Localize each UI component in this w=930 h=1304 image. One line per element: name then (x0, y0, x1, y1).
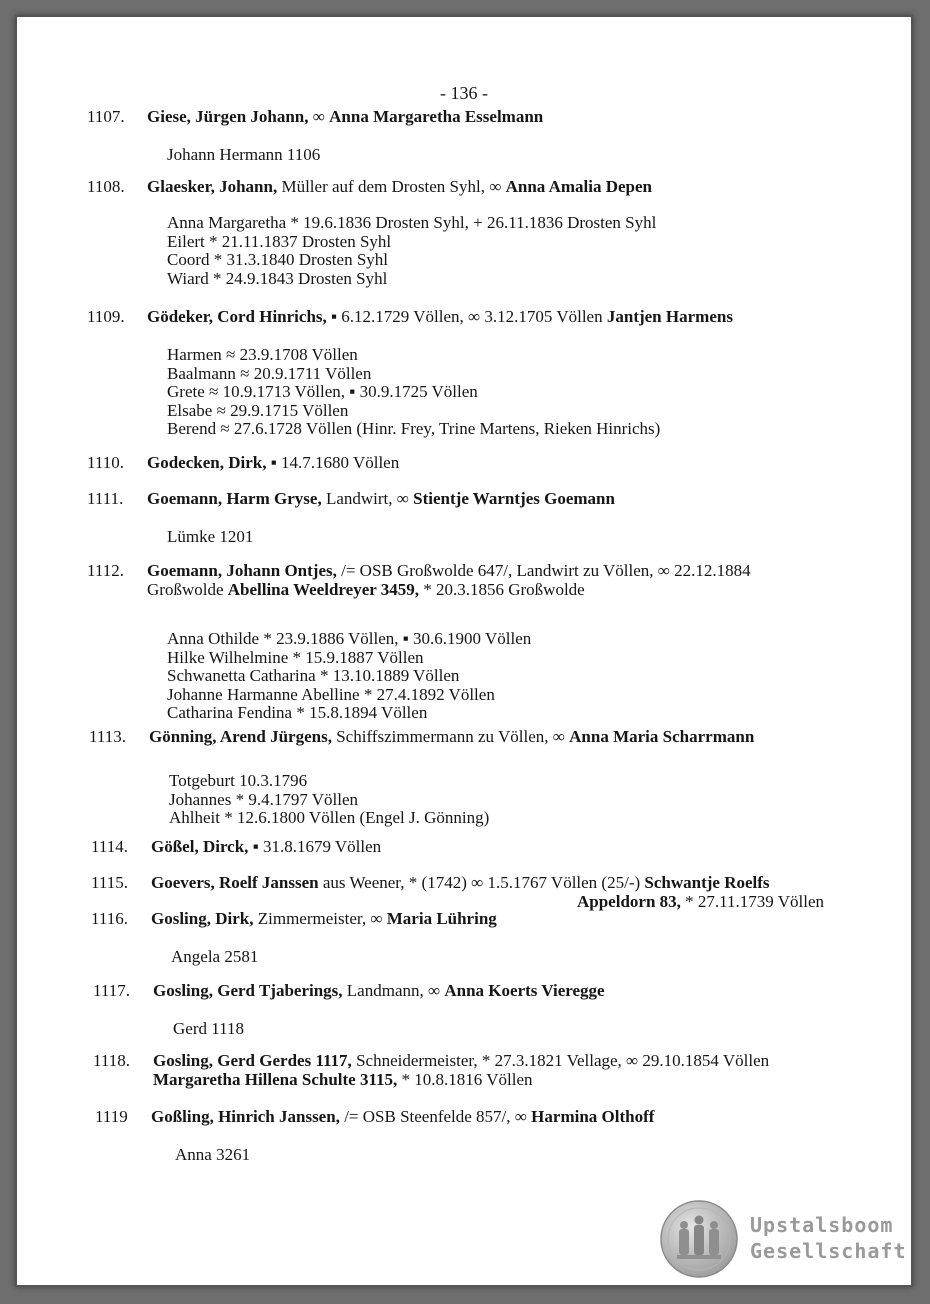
child-line: Lümke 1201 (167, 527, 254, 546)
child-line: Schwanetta Catharina * 13.10.1889 Völlen (167, 666, 460, 685)
entry-number: 1112. (87, 561, 124, 580)
person-name: Giese, Jürgen Johann, (147, 107, 309, 126)
spouse-surname: Appeldorn 83, (577, 892, 681, 911)
child-line: Wiard * 24.9.1843 Drosten Syhl (167, 268, 388, 288)
person-name: Gößel, Dirck, (151, 837, 249, 856)
child-line: Hilke Wilhelmine * 15.9.1887 Völlen (167, 647, 424, 667)
entry-head (147, 307, 733, 326)
children-list (171, 947, 258, 966)
entry-description: ▪ 6.12.1729 Völlen, ∞ 3.12.1705 Völlen (331, 307, 603, 326)
spouse-name: Schwantje Roelfs (644, 873, 770, 892)
spouse-name: Harmina Olthoff (531, 1107, 655, 1126)
marriage-symbol: ∞ (396, 489, 409, 508)
children-list (167, 527, 253, 546)
entry-number: 1109. (87, 307, 125, 326)
continuation-text: * 27.11.1739 Völlen (685, 892, 825, 911)
entry-description: /= OSB Großwolde 647/, Landwirt zu Völlen, ∞ 22.12.1884 (341, 561, 751, 580)
spouse-name: Jantjen Harmens (606, 307, 733, 326)
entry-description: ▪ 31.8.1679 Völlen (252, 837, 382, 856)
child-line: Ahlheit * 12.6.1800 Völlen (Engel J. Gönning) (169, 808, 490, 827)
person-name: Godecken, Dirk, (147, 453, 267, 472)
child-line: Harmen ≈ 23.9.1708 Völlen (167, 345, 358, 364)
spouse-name: Maria Lühring (386, 909, 497, 928)
entry-number: 1118. (93, 1051, 130, 1070)
person-name: Gosling, Gerd Tjaberings, (153, 981, 343, 1000)
spouse-name: Abellina Weeldreyer 3459, (227, 580, 419, 599)
child-line: Johann Hermann 1106 (167, 145, 321, 164)
child-line: Anna Margaretha * 19.6.1836 Drosten Syhl, + 26.11.1836 Drosten Syhl (167, 213, 657, 232)
person-name: Gödeker, Cord Hinrichs, (147, 307, 327, 326)
marriage-symbol: ∞ (552, 727, 565, 746)
spouse-name: Margaretha Hillena Schulte 3115, (153, 1070, 398, 1089)
continuation-place: Großwolde (147, 580, 224, 599)
entry-number: 1114. (91, 837, 128, 856)
child-line: Gerd 1118 (173, 1019, 244, 1038)
entry-number: 1110. (87, 453, 124, 472)
child-line: Anna 3261 (175, 1145, 251, 1164)
entry-head (147, 489, 615, 508)
spouse-name: Anna Margaretha Esselmann (329, 107, 544, 126)
entry-head (147, 453, 399, 472)
person-name: Goemann, Johann Ontjes, (147, 561, 337, 580)
spouse-name: Anna Maria Scharrmann (569, 727, 755, 746)
marriage-symbol: ∞ (312, 107, 325, 126)
entry-head (151, 837, 381, 856)
entry-description: /= OSB Steenfelde 857/, (344, 1107, 511, 1126)
person-name: Gosling, Dirk, (151, 909, 254, 928)
continuation-text: * 10.8.1816 Völlen (401, 1070, 533, 1089)
entry-head (151, 909, 497, 928)
entry-description: Schneidermeister, * 27.3.1821 Vellage, ∞ 29.10.1854 Völlen (356, 1051, 770, 1070)
children-list (167, 345, 660, 438)
entry-number: 1111. (87, 489, 124, 508)
spouse-name: Anna Amalia Depen (505, 177, 653, 196)
child-line: Coord * 31.3.1840 Drosten Syhl (167, 250, 388, 269)
person-name: Goevers, Roelf Janssen (151, 873, 319, 892)
children-list (167, 145, 320, 164)
entry-description: Schiffszimmermann zu Völlen, (336, 727, 549, 746)
entry-number: 1116. (91, 909, 128, 928)
spouse-name: Anna Koerts Vieregge (444, 981, 605, 1000)
child-line: Baalmann ≈ 20.9.1711 Völlen (167, 363, 372, 383)
entry-head (151, 873, 770, 892)
page-number: - 136 - (440, 83, 488, 103)
entry-continuation (577, 892, 824, 911)
entry-continuation (153, 1070, 533, 1089)
child-line: Elsabe ≈ 29.9.1715 Völlen (167, 400, 349, 420)
entry-number: 1107. (87, 107, 125, 126)
child-line: Angela 2581 (171, 947, 259, 966)
entry-number: 1117. (93, 981, 130, 1000)
seal-icon (659, 1199, 739, 1279)
society-line-2: Gesellschaft (750, 1239, 907, 1263)
entry-head (153, 1051, 769, 1070)
children-list (169, 771, 489, 827)
children-list (175, 1145, 250, 1164)
document-page (15, 15, 913, 1287)
entry-head (153, 981, 605, 1000)
child-line: Eilert * 21.11.1837 Drosten Syhl (167, 231, 392, 251)
person-name: Gönning, Arend Jürgens, (149, 727, 332, 746)
society-name (750, 1212, 907, 1264)
entry-description: aus Weener, * (1742) ∞ 1.5.1767 Völlen (25/-) (322, 873, 641, 892)
entry-description: Landmann, (346, 981, 424, 1000)
entry-number: 1115. (91, 873, 128, 892)
entry-head (147, 107, 543, 126)
entry-description: Zimmermeister, (257, 909, 367, 928)
children-list (173, 1019, 244, 1038)
child-line: Anna Othilde * 23.9.1886 Völlen, ▪ 30.6.1900 Völlen (167, 629, 532, 648)
marriage-symbol: ∞ (489, 177, 502, 196)
entry-description: Müller auf dem Drosten Syhl, (281, 177, 485, 196)
person-name: Gosling, Gerd Gerdes 1117, (153, 1051, 352, 1070)
entry-description: Landwirt, (325, 489, 393, 508)
entry-description: ▪ 14.7.1680 Völlen (270, 453, 400, 472)
children-list (167, 213, 656, 287)
society-line-1: Upstalsboom (750, 1213, 894, 1237)
child-line: Johannes * 9.4.1797 Völlen (169, 789, 359, 809)
spouse-name: Stientje Warntjes Goemann (413, 489, 615, 508)
person-name: Goemann, Harm Gryse, (147, 489, 322, 508)
child-line: Johanne Harmanne Abelline * 27.4.1892 Völlen (167, 684, 495, 704)
marriage-symbol: ∞ (370, 909, 383, 928)
child-line: Totgeburt 10.3.1796 (169, 771, 308, 790)
children-list (167, 629, 531, 722)
entry-head (147, 561, 751, 580)
entry-number: 1119 (95, 1107, 128, 1126)
entry-head (151, 1107, 654, 1126)
marriage-symbol: ∞ (428, 981, 441, 1000)
child-line: Catharina Fendina * 15.8.1894 Völlen (167, 703, 428, 722)
marriage-symbol: ∞ (514, 1107, 527, 1126)
entry-number: 1113. (89, 727, 126, 746)
continuation-text: * 20.3.1856 Großwolde (423, 580, 585, 599)
child-line: Grete ≈ 10.9.1713 Völlen, ▪ 30.9.1725 Völlen (167, 382, 478, 401)
entry-number: 1108. (87, 177, 125, 196)
child-line: Berend ≈ 27.6.1728 Völlen (Hinr. Frey, Trine Martens, Rieken Hinrichs) (167, 419, 661, 438)
entry-continuation (147, 580, 585, 599)
entry-head (147, 177, 652, 196)
person-name: Glaesker, Johann, (147, 177, 278, 196)
entry-head (149, 727, 754, 746)
person-name: Goßling, Hinrich Janssen, (151, 1107, 340, 1126)
